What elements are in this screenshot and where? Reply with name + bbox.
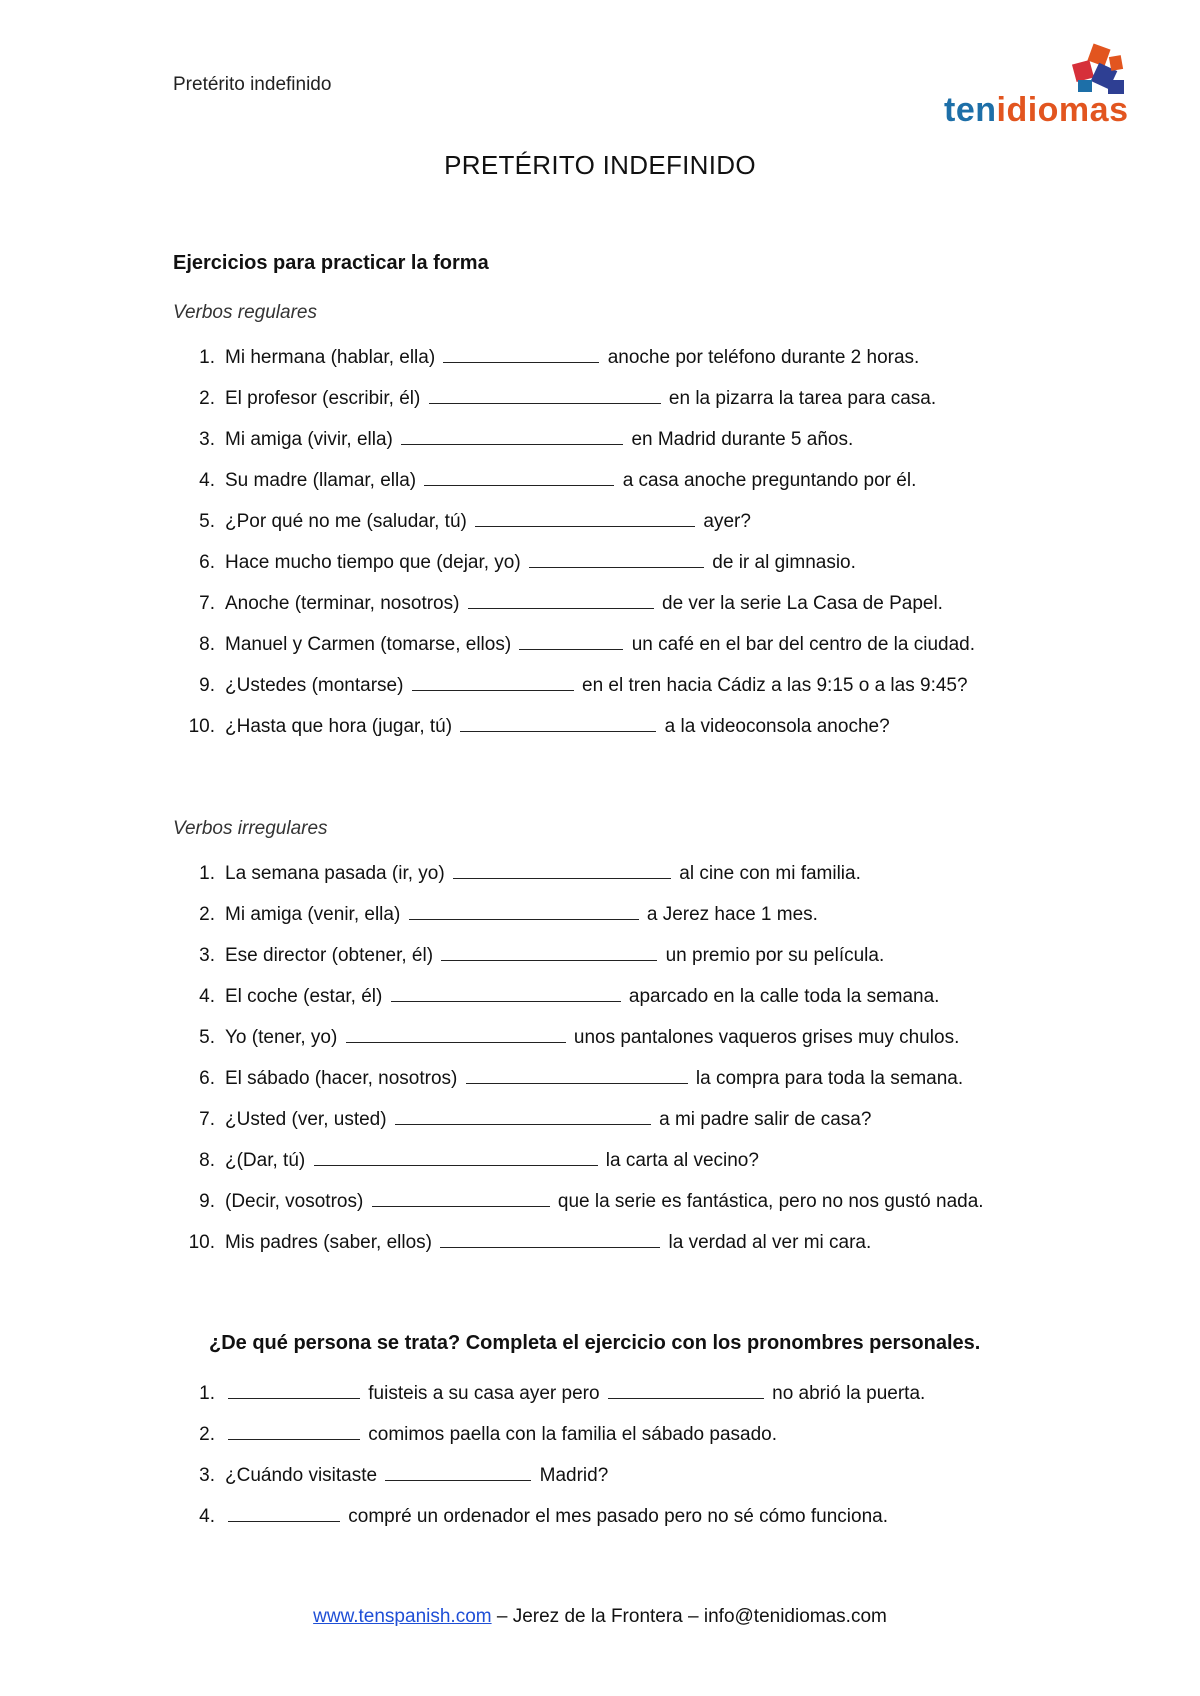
- item-prompt: (Decir, vosotros): [225, 1191, 364, 1212]
- list-item: [173, 1140, 984, 1181]
- answer-blank[interactable]: [409, 901, 639, 920]
- list-item: [173, 894, 984, 935]
- list-item: [173, 706, 975, 747]
- list-item: [173, 378, 975, 419]
- item-continuation: de ver la serie La Casa de Papel.: [662, 593, 943, 614]
- item-number: 1.: [199, 863, 215, 884]
- item-number: 2.: [199, 1424, 215, 1445]
- answer-blank[interactable]: [314, 1147, 598, 1166]
- item-number: 5.: [199, 1027, 215, 1048]
- item-number: 4.: [199, 470, 215, 491]
- page-title: PRETÉRITO INDEFINIDO: [444, 150, 756, 180]
- item-prompt: Mi hermana (hablar, ella): [225, 347, 436, 368]
- website-link[interactable]: www.tenspanish.com: [313, 1606, 492, 1627]
- list-item: [173, 1496, 925, 1537]
- item-continuation: a Jerez hace 1 mes.: [646, 904, 818, 925]
- item-number: 4.: [199, 1506, 215, 1527]
- irregular-verbs-label: Verbos irregulares: [173, 818, 328, 839]
- answer-blank[interactable]: [228, 1421, 360, 1440]
- pronoun-exercise-list: [173, 1373, 925, 1537]
- item-continuation: a mi padre salir de casa?: [659, 1109, 872, 1130]
- section-heading-personal-pronouns: ¿De qué persona se trata? Completa el ejercicio con los pronombres personales.: [209, 1332, 981, 1354]
- answer-blank[interactable]: [460, 713, 656, 732]
- item-continuation: un premio por su película.: [665, 945, 885, 966]
- item-prompt: ¿(Dar, tú): [225, 1150, 306, 1171]
- item-number: 7.: [199, 1109, 215, 1130]
- item-continuation: la verdad al ver mi cara.: [668, 1232, 872, 1253]
- answer-blank[interactable]: [401, 426, 623, 445]
- list-item: [173, 1414, 925, 1455]
- answer-blank[interactable]: [440, 1229, 660, 1248]
- item-continuation: en Madrid durante 5 años.: [631, 429, 854, 450]
- item-continuation: en la pizarra la tarea para casa.: [668, 388, 937, 409]
- answer-blank[interactable]: [385, 1462, 531, 1481]
- item-prompt: Mi amiga (vivir, ella): [225, 429, 393, 450]
- list-item: [173, 1017, 984, 1058]
- item-prompt: El coche (estar, él): [225, 986, 383, 1007]
- item-prompt: fuisteis a su casa ayer pero: [368, 1383, 600, 1404]
- item-continuation: la carta al vecino?: [605, 1150, 759, 1171]
- answer-blank[interactable]: [412, 672, 574, 691]
- item-continuation: la compra para toda la semana.: [695, 1068, 964, 1089]
- answer-blank[interactable]: [466, 1065, 688, 1084]
- answer-blank[interactable]: [443, 344, 599, 363]
- answer-blank[interactable]: [429, 385, 661, 404]
- item-prompt: El profesor (escribir, él): [225, 388, 421, 409]
- item-number: 3.: [199, 1465, 215, 1486]
- answer-blank[interactable]: [475, 508, 695, 527]
- logo-text-ten: ten: [944, 91, 997, 129]
- list-item: [173, 853, 984, 894]
- item-prompt: ¿Hasta que hora (jugar, tú): [225, 716, 453, 737]
- answer-blank[interactable]: [424, 467, 614, 486]
- answer-blank[interactable]: [372, 1188, 550, 1207]
- item-number: 3.: [199, 945, 215, 966]
- answer-blank[interactable]: [391, 983, 621, 1002]
- item-number: 9.: [199, 1191, 215, 1212]
- list-item: [173, 1099, 984, 1140]
- list-item: [173, 460, 975, 501]
- answer-blank[interactable]: [468, 590, 654, 609]
- item-continuation: ayer?: [703, 511, 751, 532]
- item-continuation: al cine con mi familia.: [679, 863, 861, 884]
- answer-blank[interactable]: [228, 1380, 360, 1399]
- answer-blank[interactable]: [519, 631, 623, 650]
- logo-text-idiomas: idiomas: [996, 91, 1129, 129]
- item-prompt: Su madre (llamar, ella): [225, 470, 417, 491]
- answer-blank[interactable]: [228, 1503, 340, 1522]
- item-prompt: Mi amiga (venir, ella): [225, 904, 401, 925]
- list-item: [173, 624, 975, 665]
- regular-verbs-label: Verbos regulares: [173, 302, 317, 323]
- item-prompt: ¿Ustedes (montarse): [225, 675, 404, 696]
- item-prompt: compré un ordenador el mes pasado pero no sé cómo funciona.: [348, 1506, 888, 1527]
- list-item: [173, 501, 975, 542]
- list-item: [173, 1222, 984, 1263]
- list-item: [173, 1455, 925, 1496]
- answer-blank[interactable]: [346, 1024, 566, 1043]
- item-prompt: ¿Cuándo visitaste: [225, 1465, 378, 1486]
- item-prompt: comimos paella con la familia el sábado pasado.: [368, 1424, 778, 1445]
- item-continuation: de ir al gimnasio.: [712, 552, 856, 573]
- answer-blank[interactable]: [453, 860, 671, 879]
- item-number: 1.: [199, 347, 215, 368]
- item-prompt: Hace mucho tiempo que (dejar, yo): [225, 552, 521, 573]
- item-number: 2.: [199, 388, 215, 409]
- item-continuation: que la serie es fantástica, pero no nos gustó nada.: [557, 1191, 984, 1212]
- item-number: 5.: [199, 511, 215, 532]
- irregular-verbs-list: [173, 853, 984, 1263]
- regular-verbs-list: [173, 337, 975, 747]
- tenidiomas-logo: [944, 42, 1144, 132]
- list-item: [173, 1058, 984, 1099]
- item-prompt: Mis padres (saber, ellos): [225, 1232, 432, 1253]
- item-number: 10.: [188, 1232, 215, 1253]
- item-number: 6.: [199, 552, 215, 573]
- item-continuation: Madrid?: [539, 1465, 609, 1486]
- item-number: 2.: [199, 904, 215, 925]
- item-number: 6.: [199, 1068, 215, 1089]
- item-number: 10.: [188, 716, 215, 737]
- item-continuation: unos pantalones vaqueros grises muy chulos.: [573, 1027, 960, 1048]
- list-item: [173, 542, 975, 583]
- item-prompt: El sábado (hacer, nosotros): [225, 1068, 458, 1089]
- answer-blank[interactable]: [529, 549, 704, 568]
- list-item: [173, 419, 975, 460]
- item-prompt: ¿Usted (ver, usted): [225, 1109, 387, 1130]
- item-prompt: Manuel y Carmen (tomarse, ellos): [225, 634, 512, 655]
- item-prompt: Anoche (terminar, nosotros): [225, 593, 460, 614]
- item-continuation: no abrió la puerta.: [772, 1383, 926, 1404]
- item-continuation: aparcado en la calle toda la semana.: [628, 986, 940, 1007]
- item-prompt: Ese director (obtener, él): [225, 945, 434, 966]
- list-item: [173, 337, 975, 378]
- list-item: [173, 976, 984, 1017]
- item-number: 8.: [199, 1150, 215, 1171]
- item-number: 8.: [199, 634, 215, 655]
- item-number: 4.: [199, 986, 215, 1007]
- section-heading-form-practice: Ejercicios para practicar la forma: [173, 252, 489, 274]
- item-prompt: La semana pasada (ir, yo): [225, 863, 445, 884]
- footer-contact-text: – Jerez de la Frontera – info@tenidiomas.com: [496, 1606, 887, 1627]
- list-item: [173, 1181, 984, 1222]
- item-continuation: anoche por teléfono durante 2 horas.: [607, 347, 920, 368]
- list-item: [173, 1373, 925, 1414]
- item-number: 1.: [199, 1383, 215, 1404]
- item-number: 7.: [199, 593, 215, 614]
- item-number: 3.: [199, 429, 215, 450]
- list-item: [173, 935, 984, 976]
- answer-blank[interactable]: [441, 942, 657, 961]
- item-prompt: ¿Por qué no me (saludar, tú): [225, 511, 467, 532]
- running-header: Pretérito indefinido: [173, 74, 332, 95]
- item-prompt: Yo (tener, yo): [225, 1027, 338, 1048]
- list-item: [173, 583, 975, 624]
- item-number: 9.: [199, 675, 215, 696]
- item-continuation: un café en el bar del centro de la ciudad.: [631, 634, 976, 655]
- answer-blank[interactable]: [608, 1380, 764, 1399]
- page-footer: [0, 1606, 1200, 1628]
- list-item: [173, 665, 975, 706]
- answer-blank[interactable]: [395, 1106, 651, 1125]
- item-continuation: a la videoconsola anoche?: [664, 716, 890, 737]
- item-continuation: en el tren hacia Cádiz a las 9:15 o a las 9:45?: [582, 675, 968, 696]
- item-continuation: a casa anoche preguntando por él.: [622, 470, 917, 491]
